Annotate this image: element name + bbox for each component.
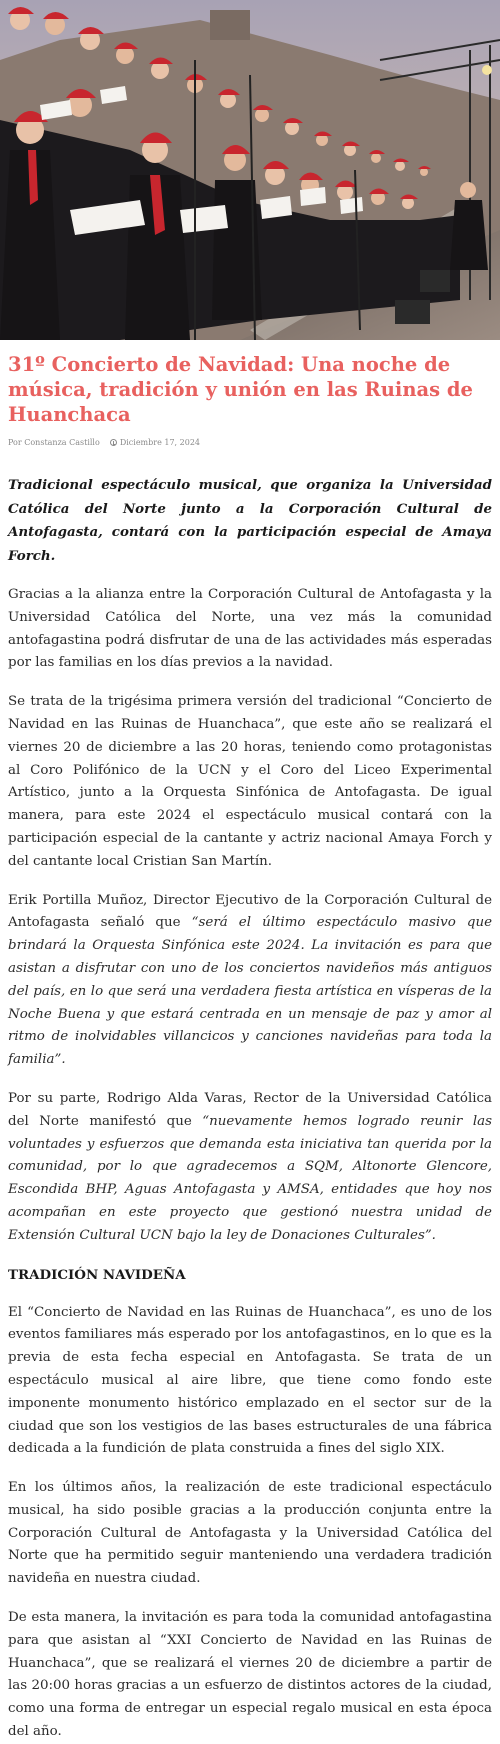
paragraph-3 [8, 890, 492, 1072]
article-title: 31º Concierto de Navidad: Una noche de música, tradición y unión en las Ruinas de Huanchaca [8, 353, 473, 426]
paragraph-2: Se trata de la trigésima primera versión del tradicional “Concierto de Navidad en las Ruinas de Huanchaca”, que este año se realizará el viernes 20 de diciembre a las 20 horas, teniendo como protagonistas al Coro Polifónico de la UCN y el Coro del Liceo Experimental Artístico, junto a la Orquesta Sinfónica de Antofagasta. De igual manera, para este 2024 el espectáculo musical contará con la participación especial de la cantante y actriz nacional Amaya Forch y del cantante local Cristian San Martín. [8, 694, 492, 869]
lead-paragraph: Tradicional espectáculo musical, que organiza la Universidad Católica del Norte junto a la Corporación Cultural de Antofagasta, contará con la participación especial de Amaya Forch. [8, 477, 492, 564]
paragraph-7: De esta manera, la invitación es para toda la comunidad antofagastina para que asistan al “XXI Concierto de Navidad en las Ruinas de Huanchaca”, que se realizará el viernes 20 de diciembre a partir de las 20:00 horas gracias a un esfuerzo de distintos actores de la ciudad, como una forma de entregar un especial regalo musical en esta época del año. [8, 1610, 492, 1740]
section-heading: TRADICIÓN NAVIDEÑA [8, 1266, 186, 1283]
article-meta [8, 438, 492, 447]
paragraph-4 [8, 1088, 492, 1248]
paragraph-4-intro: Por su parte, Rodrigo Alda Varas, Rector de la Universidad Católica del Norte manifestó que [8, 1090, 492, 1129]
paragraph-3-intro: Erik Portilla Muñoz, Director Ejecutivo de la Corporación Cultural de Antofagasta señaló que [8, 892, 492, 931]
paragraph-4-quote: “nuevamente hemos logrado reunir las voluntades y esfuerzos que demanda esta iniciativa tan querida por la comunidad, por lo que agradecemos a SQM, Altonorte Glencore, Escondida BHP, Aguas Antofagasta y AMSA, entidades que hoy nos acompañan en este proyecto que gestionó nuestra unidad de Extensión Cultural UCN bajo la ley de Donaciones Culturales”. [8, 1113, 492, 1243]
paragraph-1: Gracias a la alianza entre la Corporación Cultural de Antofagasta y la Universidad Católica del Norte, una vez más la comunidad antofagastina podrá disfrutar de una de las actividades más esperadas por las familias en los días previos a la navidad. [8, 587, 492, 671]
hero-photo [0, 0, 500, 340]
publish-date [110, 438, 200, 447]
author[interactable]: Por Constanza Castillo [8, 438, 100, 447]
article [0, 352, 500, 1744]
date-text: Diciembre 17, 2024 [119, 438, 200, 447]
paragraph-5: El “Concierto de Navidad en las Ruinas de Huanchaca”, es uno de los eventos familiares más esperado por los antofagastinos, en lo que es la previa de esta fecha especial en Antofagasta. Se trata de un espectáculo musical al aire libre, que tiene como fondo este imponente monumento histórico emplazado en el sector sur de la ciudad que son los vestigios de las bases estructurales de una fábrica dedicada a la fundición de plata construida a fines del siglo XIX. [8, 1304, 492, 1457]
choir-photo-illustration [0, 0, 500, 340]
paragraph-3-quote: “será el último espectáculo masivo que brindará la Orquesta Sinfónica este 2024. La invitación es para que asistan a disfrutar con uno de los conciertos navideños más antiguos del país, en lo que será una verdadera fiesta artística en vísperas de la Noche Buena y que estará centrada en un mensaje de paz y amor al ritmo de inolvidables villancicos y canciones navideñas para toda la familia”. [8, 915, 492, 1068]
clock-icon [110, 439, 117, 446]
paragraph-6: En los últimos años, la realización de este tradicional espectáculo musical, ha sido posible gracias a la producción conjunta entre la Corporación Cultural de Antofagasta y la Universidad Católica del Norte que ha permitido seguir manteniendo una verdadera tradición navideña en nuestra ciudad. [8, 1480, 492, 1587]
